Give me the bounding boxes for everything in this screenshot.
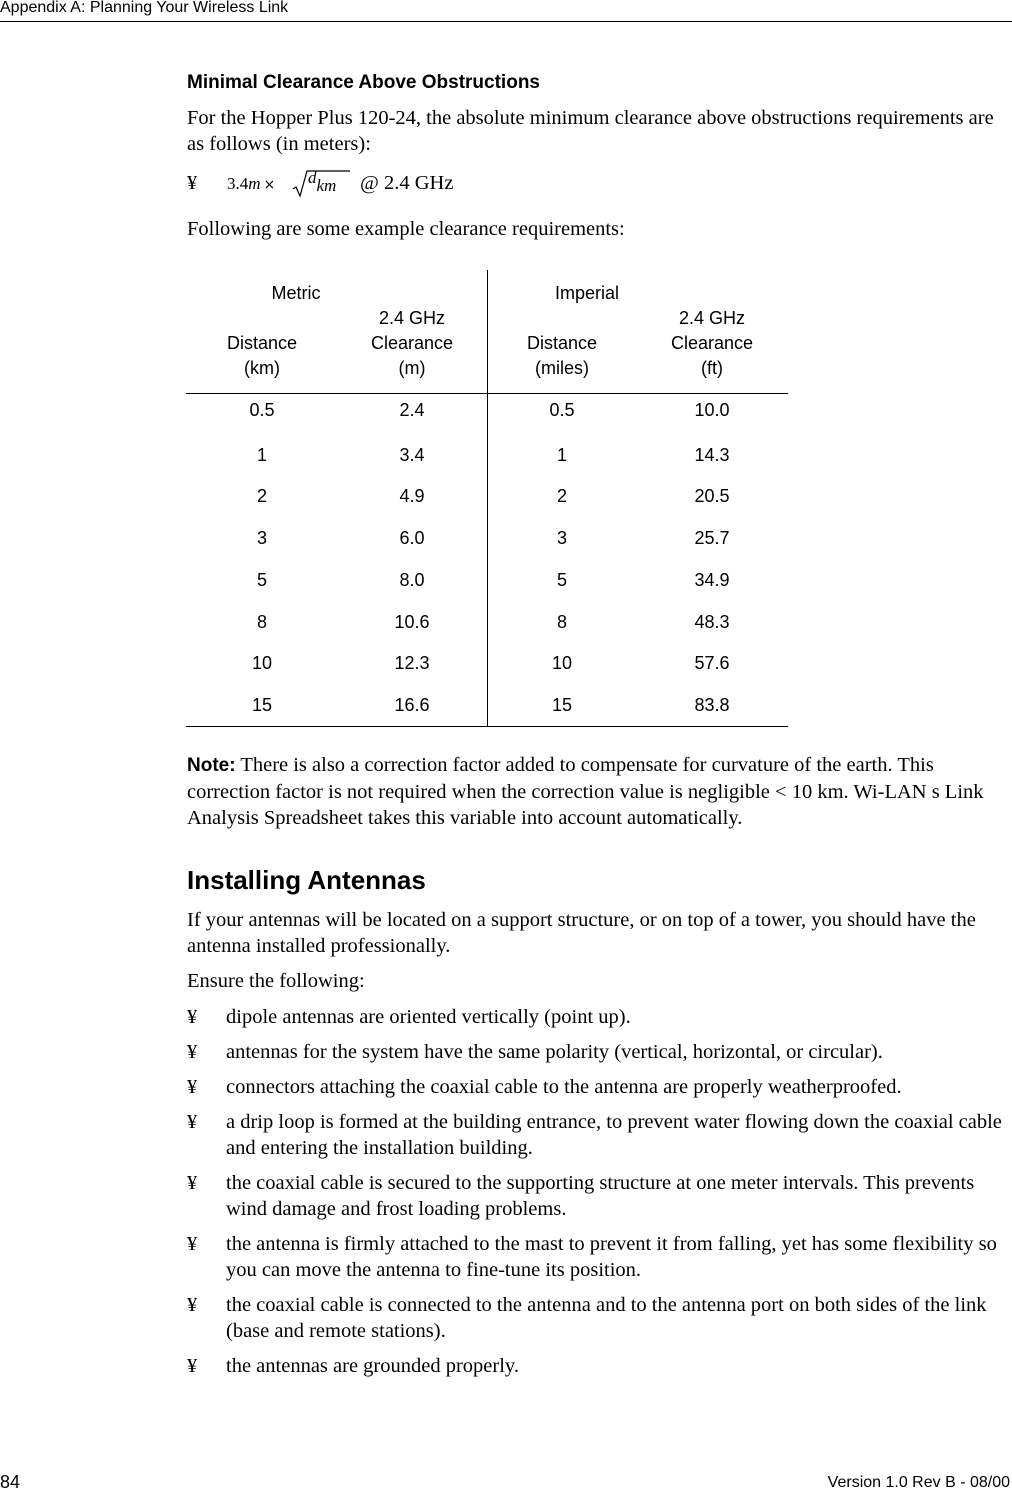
table-cell: 8.0 [399, 570, 425, 590]
ensure-paragraph: Ensure the following: [187, 970, 365, 992]
section-heading-minimal-clearance: Minimal Clearance Above Obstructions [187, 72, 540, 93]
list-item [187, 1109, 1009, 1161]
antennas-intro-paragraph: If your antennas will be located on a support structure, or on top of a tower, you should have the antenna installed professionally. [187, 909, 976, 957]
list-item [187, 1231, 1009, 1283]
table-cell: 3 [556, 528, 567, 548]
clearance-intro-paragraph: For the Hopper Plus 120-24, the absolute minimum clearance above obstructions requirements are as follows (in meters): [187, 107, 994, 155]
group-header-imperial: Imperial [554, 283, 620, 303]
table-cell: 34.9 [694, 570, 730, 590]
list-item [187, 1353, 1009, 1379]
bullet-glyph: ¥ [187, 1041, 198, 1063]
column-header-clearance-ft: 2.4 GHz Clearance (ft) [670, 308, 754, 378]
running-header: Appendix A: Planning Your Wireless Link [0, 0, 289, 16]
table-cell: 1 [256, 445, 267, 465]
note-label: Note: [187, 755, 236, 776]
list-item-text: connectors attaching the coaxial cable to the antenna are properly weatherproofed. [226, 1076, 902, 1098]
table-cell: 10.6 [394, 612, 430, 632]
table-cell: 2 [556, 486, 567, 506]
table-cell: 25.7 [694, 528, 730, 548]
formula-bullet: ¥ [187, 172, 198, 194]
note-paragraph [187, 752, 1007, 831]
table-cell: 14.3 [694, 445, 730, 465]
table-cell: 5 [556, 570, 567, 590]
table-cell: 57.6 [694, 653, 730, 673]
table-cell: 0.5 [549, 400, 575, 420]
list-item-text: dipole antennas are oriented vertically (point up). [226, 1006, 631, 1028]
group-header-metric: Metric [271, 283, 321, 303]
table-cell: 83.8 [694, 695, 730, 715]
list-item [187, 1292, 1009, 1344]
bullet-glyph: ¥ [187, 1076, 198, 1098]
table-cell: 8 [556, 612, 567, 632]
bullet-glyph: ¥ [187, 1172, 198, 1194]
table-cell: 12.3 [394, 653, 430, 673]
bullet-glyph: ¥ [187, 1294, 198, 1316]
list-item-text: the coaxial cable is secured to the supporting structure at one meter intervals. This prevents wind damage and frost loading problems. [226, 1172, 975, 1220]
table-cell: 0.5 [249, 400, 275, 420]
note-text: There is also a correction factor added to compensate for curvature of the earth. This correction factor is not required when the correction value is negligible < 10 km. Wi-LAN s Link Analysis Spreadsheet takes this variable into account automatically. [187, 754, 984, 829]
table-cell: 1 [556, 445, 567, 465]
list-item-text: the antennas are grounded properly. [226, 1355, 519, 1377]
table-cell: 48.3 [694, 612, 730, 632]
header-rule [0, 21, 1012, 22]
column-header-distance-miles: Distance (miles) [526, 333, 598, 378]
table-cell: 2 [256, 486, 267, 506]
column-header-clearance-m: 2.4 GHz Clearance (m) [370, 308, 454, 378]
table-cell: 15 [251, 695, 273, 715]
formula-frequency: @ 2.4 GHz [360, 172, 454, 194]
list-item-text: a drip loop is formed at the building entrance, to prevent water flowing down the coaxial cable and entering the installation building. [226, 1111, 1002, 1159]
formula-radicand: dkm [308, 168, 337, 195]
table-cell: 2.4 [399, 400, 425, 420]
formula-coefficient: 3.4m × [227, 174, 276, 193]
list-item-text: the coaxial cable is connected to the antenna and to the antenna port on both sides of the link (base and remote stations). [226, 1294, 987, 1342]
table-cell: 4.9 [399, 486, 425, 506]
list-item [187, 1074, 1009, 1100]
bullet-glyph: ¥ [187, 1006, 198, 1028]
bullet-glyph: ¥ [187, 1233, 198, 1255]
section-heading-installing-antennas: Installing Antennas [187, 865, 426, 895]
list-item [187, 1039, 1009, 1065]
table-bottom-rule [186, 726, 788, 727]
table-cell: 5 [256, 570, 267, 590]
version-label: Version 1.0 Rev B - 08/00 [827, 1474, 1010, 1491]
table-column-divider [487, 270, 488, 727]
table-cell: 20.5 [694, 486, 730, 506]
page-number: 84 [0, 1472, 21, 1492]
table-cell: 6.0 [399, 528, 425, 548]
example-intro-paragraph: Following are some example clearance requirements: [187, 218, 625, 240]
column-header-distance-km: Distance (km) [226, 333, 298, 378]
table-cell: 10.0 [694, 400, 730, 420]
table-cell: 16.6 [394, 695, 430, 715]
table-cell: 3 [256, 528, 267, 548]
bullet-glyph: ¥ [187, 1355, 198, 1377]
list-item [187, 1170, 1009, 1222]
list-item [187, 1004, 1009, 1030]
table-cell: 10 [551, 653, 573, 673]
list-item-text: the antenna is firmly attached to the mast to prevent it from falling, yet has some flexibility so you can move the antenna to fine-tune its position. [226, 1233, 997, 1281]
bullet-glyph: ¥ [187, 1111, 198, 1133]
table-cell: 15 [551, 695, 573, 715]
list-item-text: antennas for the system have the same polarity (vertical, horizontal, or circular). [226, 1041, 883, 1063]
table-cell: 8 [256, 612, 267, 632]
installation-checklist [187, 1004, 1009, 1388]
table-cell: 3.4 [399, 445, 425, 465]
table-cell: 10 [251, 653, 273, 673]
